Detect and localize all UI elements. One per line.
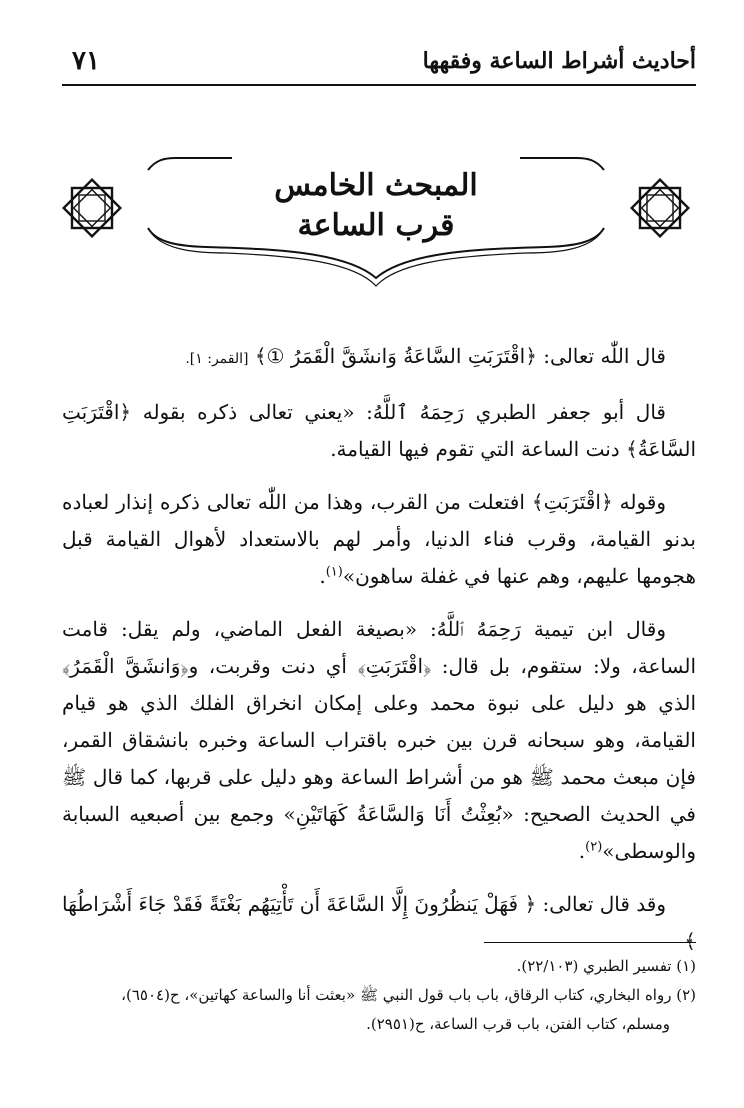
paragraph-2 bbox=[62, 394, 696, 468]
main-text bbox=[62, 338, 696, 976]
paragraph-end: . bbox=[319, 564, 326, 588]
paragraph-4 bbox=[62, 611, 696, 870]
paragraph-text: قال اللّٰه تعالى: ﴿اقْتَرَبَتِ السَّاعَةُ وَانشَقَّ الْقَمَرُ ①﴾ bbox=[254, 344, 666, 368]
footnote-1: (١) تفسير الطبري (٢٢/١٠٣). bbox=[516, 957, 696, 975]
paragraph-text: وقد قال تعالى: ﴿ فَهَلْ يَنظُرُونَ إِلَّا السَّاعَةَ أَن تَأْتِيَهُم بَغْتَةً فَقَدْ جَاءَ أَشْرَاطُهَا ﴾ bbox=[62, 892, 696, 953]
paragraph-text: قال أبو جعفر الطبري رَحِمَهُ ٱللَّهُ: «يعني تعالى ذكره بقوله ﴿اقْتَرَبَتِ السَّاعَةُ﴾ دنت الساعة التي تقوم فيها القيامة. bbox=[62, 400, 696, 461]
quran-reference: [القمر: ١]. bbox=[185, 351, 249, 367]
footnote-separator bbox=[484, 942, 696, 943]
paragraph-3 bbox=[62, 484, 696, 595]
footnote-2: (٢) رواه البخاري، كتاب الرقاق، باب باب قول النبي ﷺ «بعثت أنا والساعة كهاتين»، ح(٦٥٠٤)، bbox=[121, 986, 696, 1004]
section-banner bbox=[56, 150, 696, 300]
paragraph-5 bbox=[62, 886, 696, 960]
paragraph-1 bbox=[62, 338, 696, 378]
running-title: أحاديث أشراط الساعة وفقهها bbox=[422, 48, 696, 74]
footnote-marker[interactable]: (١) bbox=[325, 564, 343, 580]
page-number: ٧١ bbox=[72, 46, 100, 76]
section-title: المبحث الخامس bbox=[274, 168, 478, 203]
footnote-2-continued: ومسلم، كتاب الفتن، باب قرب الساعة، ح(٢٩٥١). bbox=[366, 1015, 670, 1033]
paragraph-end: . bbox=[578, 839, 586, 863]
paragraph-text: وقال ابن تيمية رَحِمَهُ ٱللَّهُ: «بصيغة الفعل الماضي، ولم يقل: قامت الساعة، ولا: ستقوم، بل قال: ﴿اقْتَرَبَتِ﴾ أي دنت وقربت، و﴿وَانشَقَّ الْقَمَرُ﴾ الذي هو دليل على نبوة محمد وعلى إمكان انخراق الفلك الذي هو قيام القيامة، وهو سبحانه قرن بين خبره باقتراب الساعة وخبره بانشقاق القمر، فإن مبعث محمد ﷺ هو من أشراط الساعة وهو دليل على قربها، كما قال ﷺ في الحديث الصحيح: «بُعِثْتُ أَنَا وَالسَّاعَةُ كَهَاتَيْنِ» وجمع بين أصبعيه السبابة والوسطى» bbox=[62, 617, 696, 863]
paragraph-text: وقوله ﴿اقْتَرَبَتِ﴾ افتعلت من القرب، وهذا من اللّٰه تعالى ذكره إنذار لعباده بدنو القيامة، وقرب فناء الدنيا، وأمر لهم بالاستعداد لأهوال القيامة قبل هجومها عليهم، وهم عنها في غفلة ساهون» bbox=[62, 490, 696, 588]
page-header bbox=[62, 40, 696, 86]
footnote-marker[interactable]: (٢) bbox=[585, 839, 603, 855]
footnotes bbox=[62, 952, 696, 1039]
section-subtitle: قرب الساعة bbox=[297, 208, 455, 243]
